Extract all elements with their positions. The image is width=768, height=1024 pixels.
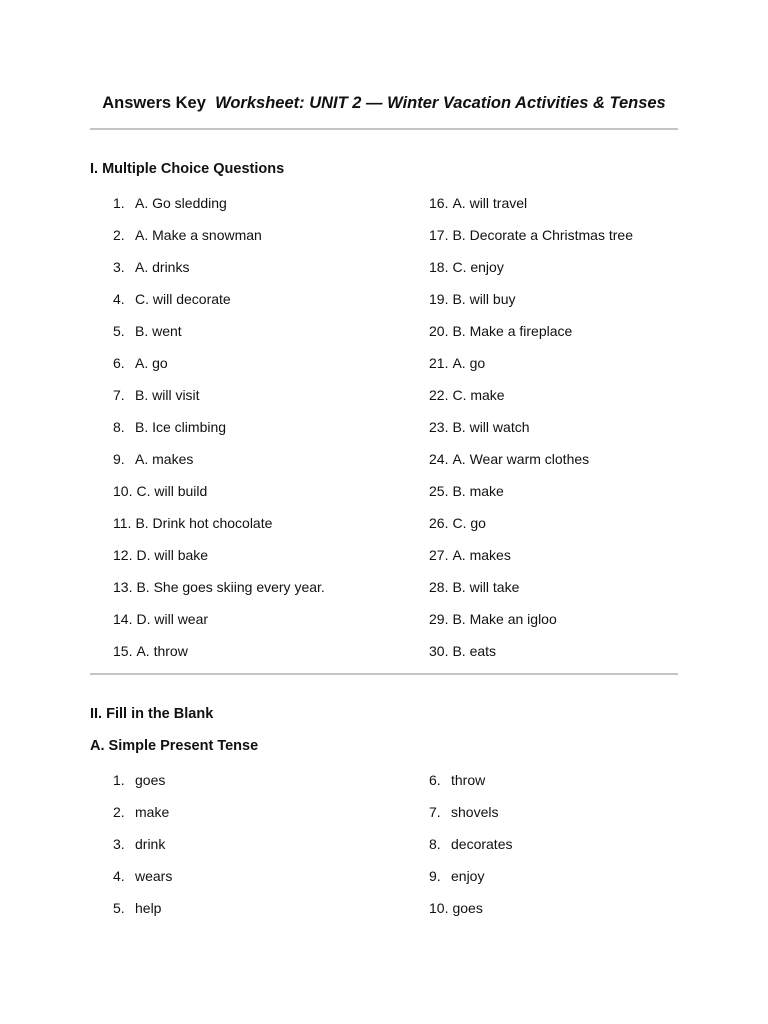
answer-item [429,386,633,418]
answer-text: shovels [451,804,499,820]
answer-text: drink [135,836,166,852]
mc-answer-list-left [113,194,325,674]
answer-item [113,899,172,931]
answer-number: 8. [429,836,441,852]
answer-text: B. make [452,483,504,499]
answer-item [113,194,325,226]
answer-text: help [135,900,162,916]
answer-number: 13. [113,579,133,595]
answer-item [113,226,325,258]
answer-number: 22. [429,387,449,403]
answer-text: A. throw [136,643,188,659]
answer-item [113,546,325,578]
answer-item [113,835,172,867]
answer-item [113,578,325,610]
answer-text: B. Drink hot chocolate [135,515,273,531]
title-prefix: Answers Key [102,94,206,112]
page-title [0,94,768,113]
answer-number: 21. [429,355,449,371]
answer-text: goes [135,772,166,788]
answer-item [113,450,325,482]
answer-text: A. go [135,355,168,371]
answer-text: D. will wear [136,611,209,627]
answer-text: B. She goes skiing every year. [136,579,325,595]
answer-text: A. will travel [452,195,528,211]
answer-number: 3. [113,259,125,275]
section-heading-fill-blank: II. Fill in the Blank [90,706,214,722]
answer-item [113,867,172,899]
answer-text: wears [135,868,173,884]
answer-item [429,578,633,610]
answer-item [113,354,325,386]
answer-item [429,867,512,899]
answer-number: 6. [429,772,441,788]
answer-text: decorates [451,836,513,852]
answer-item [429,418,633,450]
answer-item [429,514,633,546]
answer-number: 9. [429,868,441,884]
answer-text: C. go [452,515,486,531]
answer-text: B. went [135,323,182,339]
answer-number: 12. [113,547,133,563]
answer-number: 16. [429,195,449,211]
answer-number: 4. [113,291,125,307]
subheading-simple-present: A. Simple Present Tense [90,738,259,754]
answer-number: 19. [429,291,449,307]
answer-text: A. go [452,355,486,371]
answer-number: 27. [429,547,449,563]
section-heading-multiple-choice: I. Multiple Choice Questions [90,161,285,177]
answer-item [429,546,633,578]
answer-text: goes [452,900,483,916]
answer-number: 1. [113,195,125,211]
answer-item [113,418,325,450]
answer-item [429,610,633,642]
answer-number: 23. [429,419,449,435]
answer-item [113,642,325,674]
answer-text: B. eats [452,643,497,659]
answer-text: make [135,804,170,820]
answer-number: 24. [429,451,449,467]
answer-text: C. will decorate [135,291,231,307]
answer-text: B. Ice climbing [135,419,227,435]
answer-item [113,771,172,803]
answer-number: 7. [113,387,125,403]
answer-number: 30. [429,643,449,659]
answer-item [113,258,325,290]
divider-top [90,128,678,130]
answer-item [429,322,633,354]
answer-number: 15. [113,643,133,659]
answer-item [429,450,633,482]
answer-text: C. make [452,387,505,403]
answer-item [113,322,325,354]
answer-number: 14. [113,611,133,627]
answer-number: 10. [429,900,449,916]
answer-item [429,899,512,931]
answer-text: B. will buy [452,291,516,307]
answer-text: D. will bake [136,547,209,563]
answer-number: 1. [113,772,125,788]
answer-number: 4. [113,868,125,884]
answer-number: 28. [429,579,449,595]
answer-text: C. enjoy [452,259,504,275]
answer-text: B. Make a fireplace [452,323,573,339]
answer-number: 5. [113,323,125,339]
answer-item [113,514,325,546]
answer-number: 2. [113,804,125,820]
answer-number: 25. [429,483,449,499]
answer-item [429,258,633,290]
answer-number: 2. [113,227,125,243]
answer-number: 3. [113,836,125,852]
answer-number: 7. [429,804,441,820]
answer-text: B. Make an igloo [452,611,557,627]
answer-text: A. Go sledding [135,195,227,211]
answer-number: 29. [429,611,449,627]
answer-item [113,386,325,418]
answer-number: 11. [113,515,132,531]
answer-text: A. drinks [135,259,190,275]
mc-answer-list-right [429,194,633,674]
title-main: Worksheet: UNIT 2 — Winter Vacation Activities & Tenses [215,94,666,112]
answer-text: A. Make a snowman [135,227,262,243]
answer-text: B. will take [452,579,520,595]
answer-item [429,835,512,867]
answer-number: 10. [113,483,133,499]
answer-number: 5. [113,900,125,916]
answer-text: B. Decorate a Christmas tree [452,227,633,243]
fb-answer-list-left [113,771,172,931]
answer-item [113,290,325,322]
answer-number: 20. [429,323,449,339]
answer-number: 9. [113,451,125,467]
fb-answer-list-right [429,771,512,931]
answer-item [113,482,325,514]
answer-text: B. will watch [452,419,530,435]
answer-item [429,226,633,258]
answer-item [429,354,633,386]
answer-item [429,290,633,322]
answer-item [429,194,633,226]
answer-text: C. will build [136,483,208,499]
answer-text: A. makes [452,547,511,563]
answer-number: 17. [429,227,449,243]
answer-text: A. makes [135,451,194,467]
answer-text: enjoy [451,868,485,884]
answer-number: 6. [113,355,125,371]
answer-item [429,642,633,674]
answer-number: 18. [429,259,449,275]
answer-text: B. will visit [135,387,200,403]
answer-number: 8. [113,419,125,435]
answer-item [429,771,512,803]
answer-text: A. Wear warm clothes [452,451,590,467]
answer-item [429,482,633,514]
answer-number: 26. [429,515,449,531]
answer-item [429,803,512,835]
answer-item [113,803,172,835]
answer-item [113,610,325,642]
divider-middle [90,673,678,675]
answer-text: throw [451,772,486,788]
